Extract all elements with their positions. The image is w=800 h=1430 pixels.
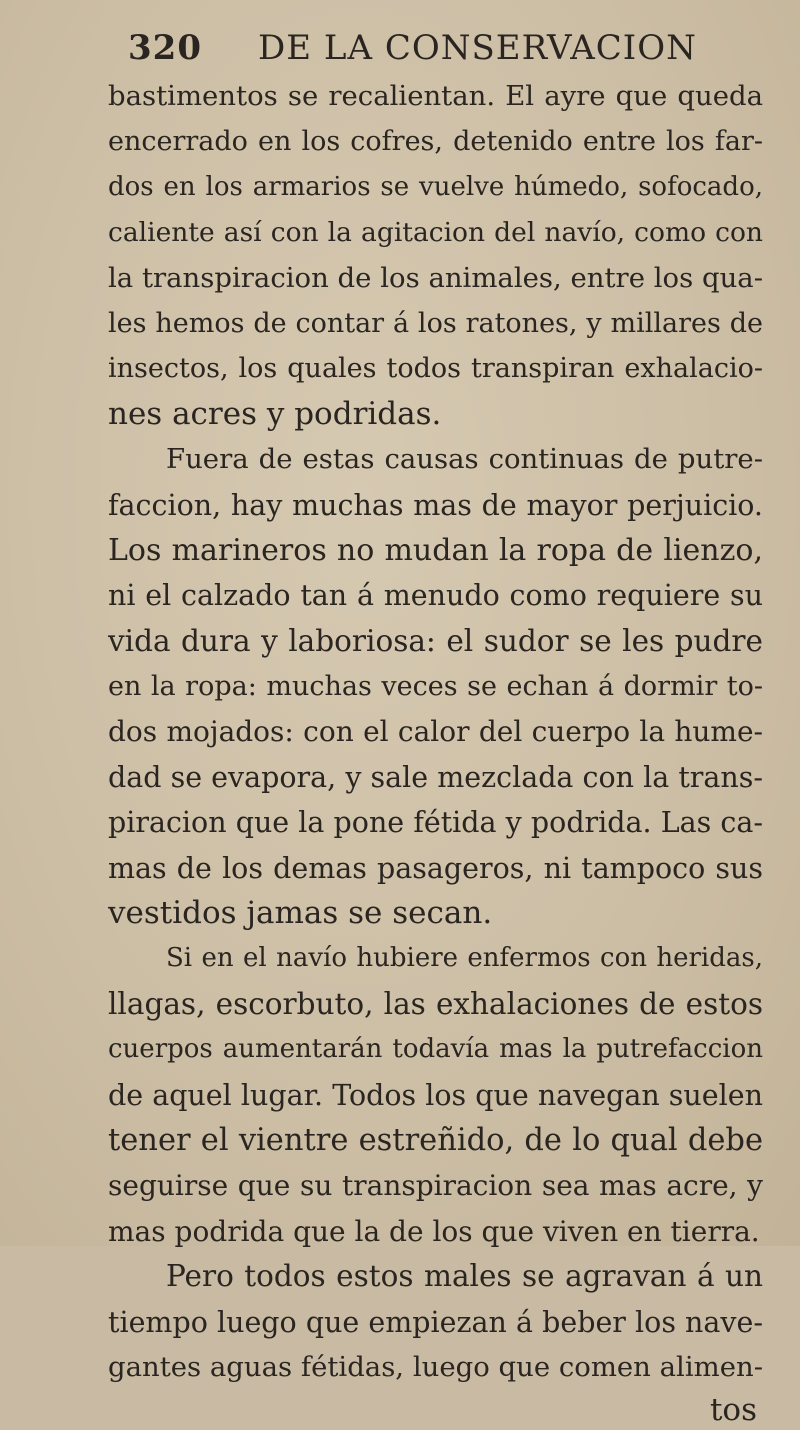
paragraph [108, 1254, 763, 1390]
text-line: Los marineros no mudan la ropa de lienzo, [108, 532, 763, 568]
text-line: dad se evapora, y sale mezclada con la trans- [108, 760, 763, 794]
text-line: cuerpos aumentarán todavía mas la putrefaccion [108, 1034, 763, 1065]
text-line: en la ropa: muchas veces se echan á dormir to- [108, 671, 763, 703]
text-line: faccion, hay muchas mas de mayor perjuicio. [108, 488, 763, 522]
running-title: DE LA CONSERVACION [258, 28, 697, 68]
text-line: vestidos jamas se secan. [108, 895, 493, 932]
text-line: dos mojados: con el calor del cuerpo la hume- [108, 715, 763, 749]
paragraph [108, 936, 763, 1254]
text-line: nes acres y podridas. [108, 395, 442, 432]
text-line: piracion que la pone fétida y podrida. Las ca- [108, 806, 763, 840]
text-line: llagas, escorbuto, las exhalaciones de estos [108, 986, 763, 1021]
text-line: caliente así con la agitacion del navío, como con [108, 217, 763, 249]
page-number: 320 [128, 28, 202, 68]
text-line: mas de los demas pasageros, ni tampoco sus [108, 851, 763, 885]
paragraph [108, 74, 763, 437]
text-line: Si en el navío hubiere enfermos con heridas, [166, 943, 763, 974]
text-line: seguirse que su transpiracion sea mas acre, y [108, 1169, 763, 1203]
text-line: dos en los armarios se vuelve húmedo, sofocado, [108, 171, 763, 202]
catchword: tos [709, 1392, 757, 1429]
text-line: Fuera de estas causas continuas de putre- [166, 443, 763, 476]
text-line: insectos, los quales todos transpiran exhalacio- [108, 353, 763, 385]
page-header [0, 20, 800, 70]
text-line: tiempo luego que empiezan á beber los nave- [108, 1305, 763, 1339]
text-line: ni el calzado tan á menudo como requiere su [108, 579, 763, 613]
text-line: tener el vientre estreñido, de lo qual debe [108, 1122, 763, 1158]
text-line: vida dura y laboriosa: el sudor se les pudre [108, 623, 763, 658]
paragraph [108, 437, 763, 936]
text-line: la transpiracion de los animales, entre los qua- [108, 261, 763, 294]
body-text [108, 74, 763, 1430]
text-line: de aquel lugar. Todos los que navegan suelen [108, 1078, 763, 1112]
text-line: Pero todos estos males se agravan á un [166, 1259, 763, 1294]
text-line: les hemos de contar á los ratones, y millares de [108, 307, 763, 339]
text-line: mas podrida que la de los que viven en tierra. [108, 1214, 760, 1248]
text-line: encerrado en los cofres, detenido entre los far- [108, 126, 763, 158]
text-line: bastimentos se recalientan. El ayre que queda [108, 80, 763, 112]
text-line: gantes aguas fétidas, luego que comen alimen- [108, 1350, 763, 1383]
